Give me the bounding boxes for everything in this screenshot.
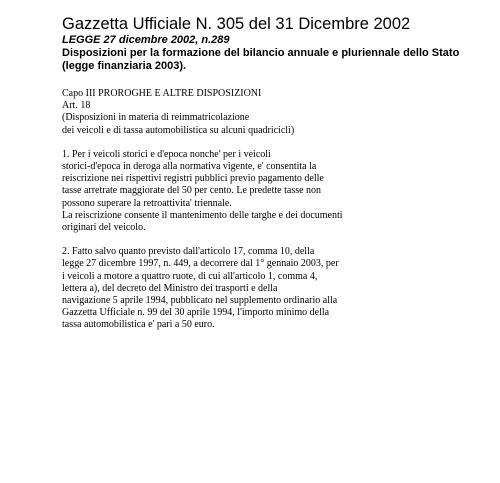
law-reference: LEGGE 27 dicembre 2002, n.289 [62,34,230,46]
document-page [62,14,492,332]
gazette-title: Gazzetta Ufficiale N. 305 del 31 Dicembre 2002 [62,15,411,33]
paragraph-line: Gazzetta Ufficiale n. 99 del 30 aprile 1994, l'importo minimo della [62,307,330,319]
paragraph-line: lettera a), del decreto del Ministro dei trasporti e della [62,282,278,294]
chapter-title: Capo III PROROGHE E ALTRE DISPOSIZIONI [62,88,262,99]
paragraph-line: storici-d'epoca in deroga alla normativa vigente, e' consentita la [62,161,317,173]
paragraph-2 [62,246,492,331]
paragraph-line: 1. Per i veicoli storici e d'epoca nonche' per i veicoli [62,148,271,160]
article-subject-line: dei veicoli e di tassa automobilistica su alcuni quadricicli) [62,124,295,136]
paragraph-line: originari del veicolo. [62,222,146,234]
paragraph-line: tassa automobilistica e' pari a 50 euro. [62,319,215,331]
paragraph-line: La reiscrizione consente il mantenimento delle targhe e dei documenti [62,209,343,221]
law-subject [62,47,492,73]
paragraph-line: tasse arretrate maggiorate del 50 per cento. Le predette tasse non [62,185,322,197]
paragraph-line: possono superare la retroattivita' triennale. [62,197,232,209]
paragraph-line: i veicoli a motore a quattro ruote, di cui all'articolo 1, comma 4, [62,270,318,282]
law-subject-line: Disposizioni per la formazione del bilancio annuale e pluriennale dello Stato [62,47,460,59]
paragraph-line: navigazione 5 aprile 1994, pubblicato nel supplemento ordinario alla [62,295,338,307]
article-heading [62,88,492,137]
paragraph-line: reiscrizione nei rispettivi registri pubblici previo pagamento delle [62,173,324,185]
article-subject-line: (Disposizioni in materia di reimmatricolazione [62,112,250,124]
law-subject-line: (legge finanziaria 2003). [62,60,187,72]
paragraph-line: legge 27 dicembre 1997, n. 449, a decorrere dal 1° gennaio 2003, per [62,258,339,270]
paragraph-1 [62,149,492,234]
article-number: Art. 18 [62,100,91,112]
paragraph-line: 2. Fatto salvo quanto previsto dall'articolo 17, comma 10, della [62,246,315,258]
